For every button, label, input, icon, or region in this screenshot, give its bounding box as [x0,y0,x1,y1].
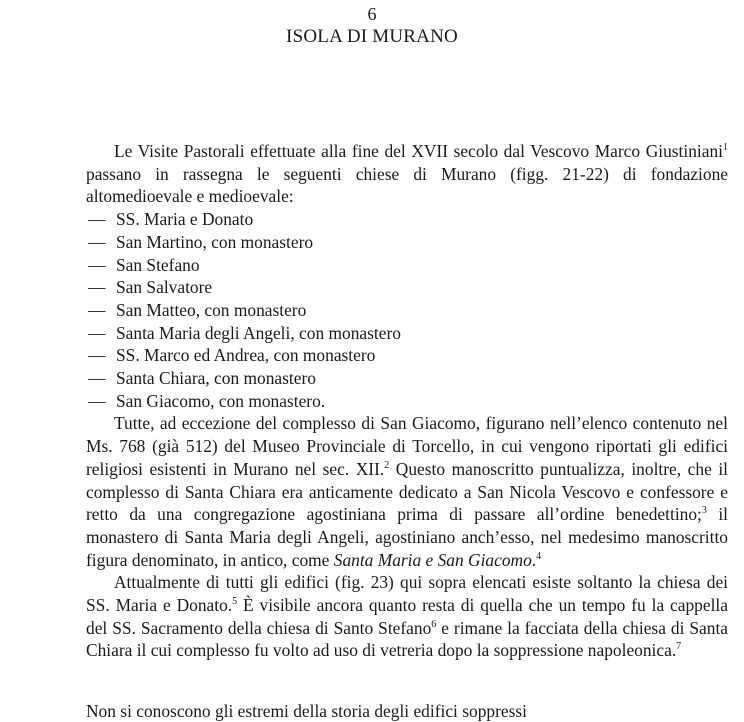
dash: — [88,209,106,230]
list-item [86,322,728,345]
chapter-title: ISOLA DI MURANO [286,26,458,47]
dash: — [88,345,106,366]
list-item [86,208,728,231]
text-span: passano in rassegna le seguenti chiese di Murano (figg. 21-22) di fondazione altomedioevale e medioevale: [86,163,728,207]
text-span: il monastero di Santa Maria degli Angeli, agostiniano anch’esso, nel medesimo manoscritto figura denominato, in antico, come [86,504,728,570]
paragraph [86,571,728,662]
italic-name: Santa Maria e San Giacomo [333,549,532,570]
text-span: Tutte, ad eccezione del complesso di San Giacomo, figurano nell’elenco contenuto nel Ms. 768 (già 512) del Museo Provinciale di Torcello, in cui vengono riportati gli edifici religiosi esistenti in Murano nel sec. XII. [86,413,728,479]
church-name: SS. Marco ed Andrea, con monastero [116,345,376,366]
dash: — [88,368,106,389]
page-number: 6 [367,4,377,24]
church-name: SS. Maria e Donato [116,209,254,230]
church-name: San Matteo, con monastero [116,299,307,320]
dash: — [88,299,106,320]
list-item [86,367,728,390]
intro-paragraph [86,140,728,208]
church-name: San Giacomo, con monastero. [116,390,326,411]
text-span: Attualmente di tutti gli edifici (fig. 23) qui sopra elencati esiste soltanto la chiesa dei SS. Maria e Donato. [86,572,728,616]
paragraph [86,412,728,571]
footnote-ref: 4 [536,550,542,562]
list-item [86,231,728,254]
text-span: Questo manoscritto puntualizza, inoltre, che il complesso di Santa Chiara era anticamente dedicato a San Nicola Vescovo e confessore e retto da una congregazione agostiniana prima di passare all’ordine benedettino; [86,458,729,525]
footnote-ref: 6 [431,618,437,630]
text-span: Le Visite Pastorali effettuate alla fine del XVII secolo dal Vescovo Marco Giustiniani [114,141,723,161]
dash: — [88,254,106,275]
footnote-ref: 1 [723,142,728,154]
church-name: San Salvatore [116,277,213,298]
text-span: . [531,549,537,570]
list-item [86,344,728,367]
dash: — [88,277,106,298]
footnote-ref: 5 [232,596,238,608]
church-name: Santa Maria degli Angeli, con monastero [116,322,401,343]
text-span: È visibile ancora quanto resta di quella che un tempo fu la cappella del SS. Sacramento della chiesa di Santo Stefano [86,595,728,638]
body-text [86,140,728,662]
list-item [86,254,728,277]
dash: — [88,390,106,411]
cut-off-line: Non si conoscono gli estremi della storia degli edifici soppressi [86,701,527,721]
dash: — [88,231,106,252]
footnote-ref: 3 [701,505,707,517]
list-item [86,299,728,322]
church-name: Santa Chiara, con monastero [116,368,316,389]
dash: — [88,322,106,343]
text-span: e rimane la facciata della chiesa di Santa Chiara il cui complesso fu volto ad uso di vetreria dopo la soppressione napoleonica. [86,617,728,661]
footnote-ref: 2 [384,460,390,472]
list-item [86,276,728,299]
list-item [86,390,728,413]
church-name: San Martino, con monastero [116,231,314,252]
footnote-ref: 7 [676,641,682,653]
church-name: San Stefano [116,254,200,275]
